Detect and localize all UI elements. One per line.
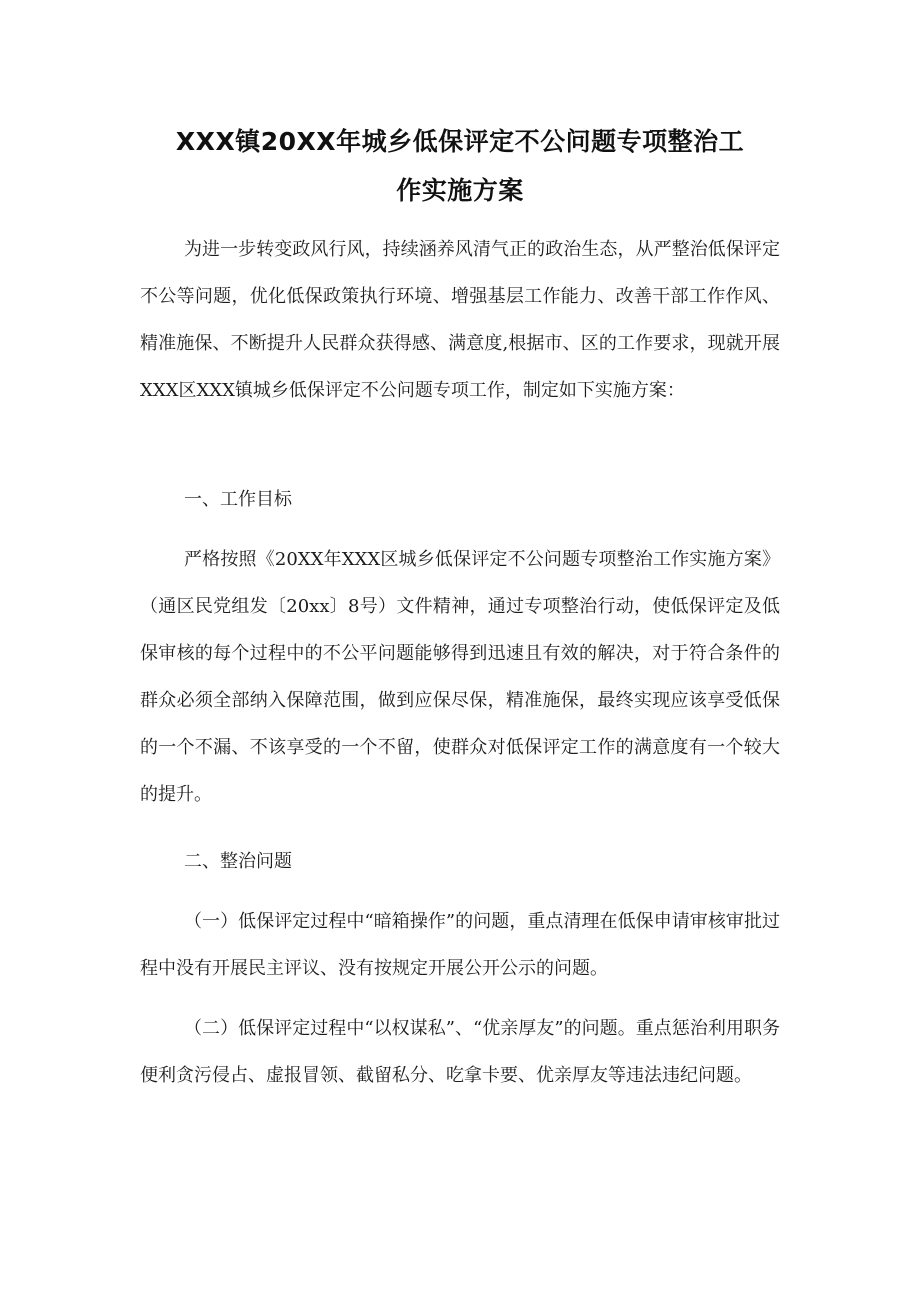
document-title-line-2: 作实施方案: [396, 176, 524, 205]
section-2-heading: 二、整治问题: [184, 851, 292, 872]
section-1-paragraph: 严格按照《20XX年XXX区城乡低保评定不公问题专项整治工作实施方案》（通区民党组发〔20xx〕8号）文件精神，通过专项整治行动，使低保评定及低保审核的每个过程中的不公平问题能够得到迅速且有效的解决，对于符合条件的群众必须全部纳入保障范围，做到应保尽保，精准施保，最终实现应该享受低保的一个不漏、不该享受的一个不留，使群众对低保评定工作的满意度有一个较大的提升。: [140, 549, 780, 805]
section-2-item-1: （一）低保评定过程中“暗箱操作”的问题，重点清理在低保申请审核审批过程中没有开展民主评议、没有按规定开展公开公示的问题。: [140, 911, 780, 979]
document-title-line-1: XXX镇20XX年城乡低保评定不公问题专项整治工: [175, 127, 745, 156]
section-1-heading: 一、工作目标: [184, 489, 292, 510]
section-2-item-2: （二）低保评定过程中“以权谋私”、“优亲厚友”的问题。重点惩治利用职务便利贪污侵占、虚报冒领、截留私分、吃拿卡要、优亲厚友等违法违纪问题。: [140, 1018, 780, 1086]
intro-paragraph: 为进一步转变政风行风，持续涵养风清气正的政治生态，从严整治低保评定不公等问题，优化低保政策执行环境、增强基层工作能力、改善干部工作作风、精准施保、不断提升人民群众获得感、满意度,根据市、区的工作要求，现就开展XXX区XXX镇城乡低保评定不公问题专项工作，制定如下实施方案：: [140, 239, 780, 401]
